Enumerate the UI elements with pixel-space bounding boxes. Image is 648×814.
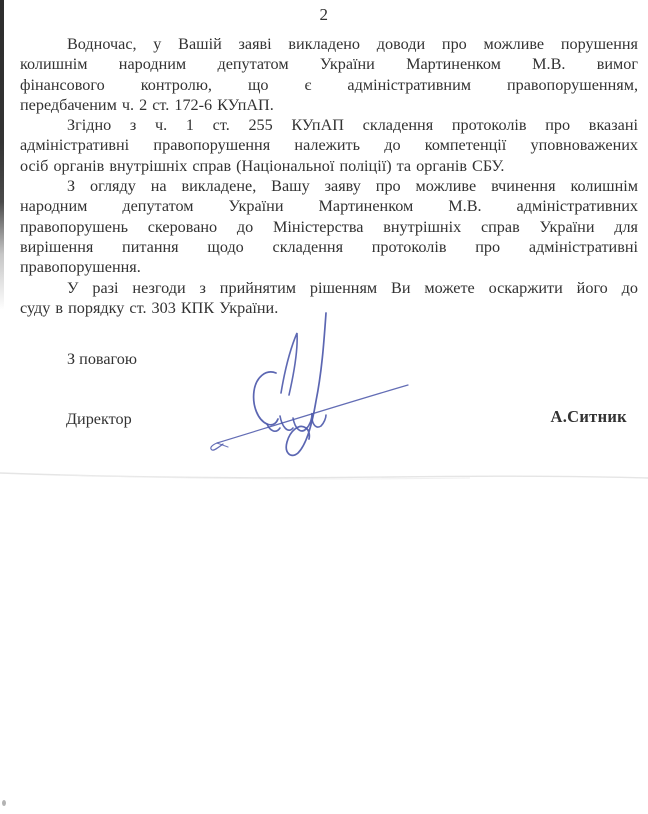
scan-artifact-bar <box>0 0 4 310</box>
text-line: Водночас, у Вашій заяві викладено доводи про можливе порушення <box>67 35 638 53</box>
text-line: суду в порядку ст. 303 КПК України. <box>20 298 279 317</box>
signer-title: Директор <box>66 410 132 428</box>
page-number: 2 <box>319 5 329 24</box>
closing-salutation: З повагою <box>67 350 137 368</box>
handwritten-signature <box>203 303 415 461</box>
scan-speck <box>2 800 6 806</box>
document-body <box>20 34 638 318</box>
text-line: З огляду на викладене, Вашу заяву про можливе вчинення колишнім <box>67 177 638 196</box>
text-line: адміністративні правопорушення належить до компетенції уповноважених <box>20 136 638 155</box>
text-line: колишнім народним депутатом України Мартиненком М.В. вимог <box>20 55 638 74</box>
signer-name: А.Ситник <box>550 407 627 426</box>
paper-fold-line <box>0 468 648 482</box>
text-line: фінансового контролю, що є адміністративним правопорушенням, <box>20 75 638 94</box>
text-line: правопорушень скеровано до Міністерства внутрішніх справ України для <box>20 217 638 236</box>
paragraph <box>20 34 638 115</box>
text-line: вирішення питання щодо складення протоколів про адміністративні <box>20 237 638 256</box>
text-line: осіб органів внутрішніх справ (Національної поліції) та органів СБУ. <box>20 156 505 175</box>
paragraph <box>20 176 638 277</box>
text-line: У разі незгоди з прийнятим рішенням Ви можете оскаржити його до <box>67 278 638 297</box>
text-line: передбаченим ч. 2 ст. 172-6 КУпАП. <box>20 95 274 114</box>
text-line: Згідно з ч. 1 ст. 255 КУпАП складення протоколів про вказані <box>67 116 638 135</box>
paragraph <box>20 115 638 176</box>
text-line: правопорушення. <box>20 258 141 277</box>
text-line: народним депутатом України Мартиненком М.В. адміністративних <box>20 197 638 216</box>
